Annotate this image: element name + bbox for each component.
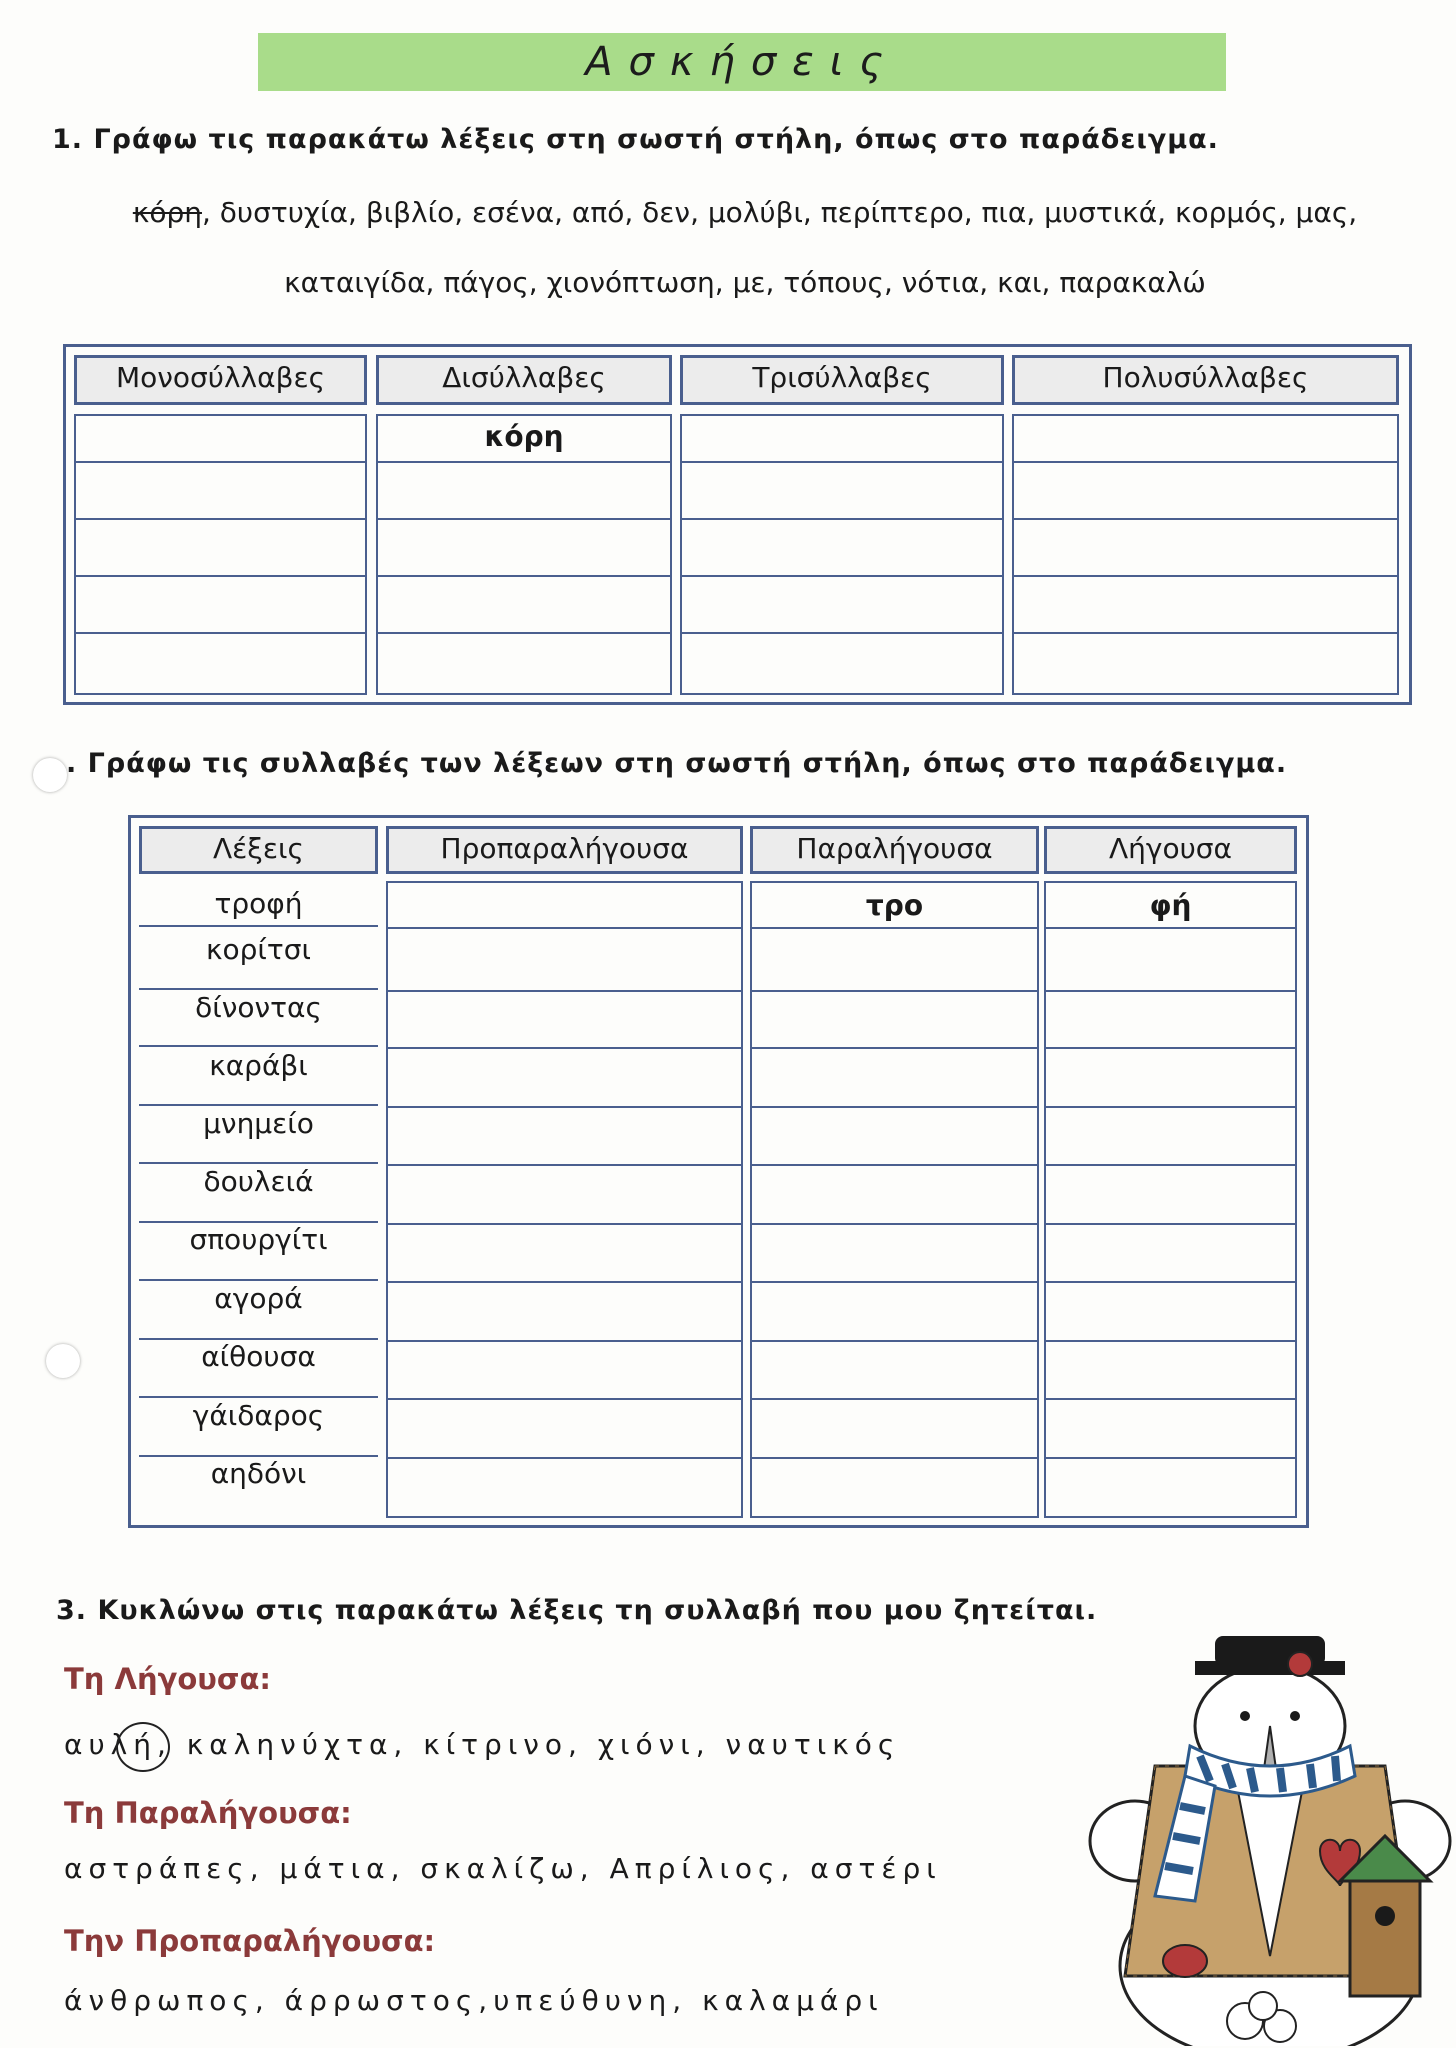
syllable-circle [116, 1722, 170, 1772]
word-cell: τροφή [214, 887, 303, 920]
exercise1-wordlist-line2: καταιγίδα, πάγος, χιονόπτωση, με, τόπους, νότια, και, παρακαλώ [284, 266, 1206, 299]
column-penult [746, 826, 1039, 1518]
word-prefix: αυ [64, 1728, 111, 1761]
column-antepenult [386, 826, 743, 1518]
label-antepenult: Την Προπαραλήγουσα: [64, 1924, 436, 1958]
example-ultima-cell: φή [1149, 889, 1192, 922]
column-words [139, 826, 378, 1518]
word-cell: σπουργίτι [189, 1223, 328, 1256]
column-body [1044, 881, 1297, 1518]
header-monosyllabic: Μονοσύλλαβες [74, 355, 367, 405]
header-polysyllabic: Πολυσύλλαβες [1012, 355, 1399, 405]
column-body [1012, 414, 1399, 695]
word-cell: γάιδαρος [192, 1399, 325, 1432]
wordlist-line1-rest: , δυστυχία, βιβλίο, εσένα, από, δεν, μολύβι, περίπτερο, πια, μυστικά, κορμός, μας, [201, 196, 1358, 229]
column-body [74, 414, 367, 695]
struck-example-word: κόρη [132, 196, 202, 229]
label-ultima: Τη Λήγουσα: [64, 1662, 271, 1696]
column-ultima [1044, 826, 1297, 1518]
punch-hole-bottom [46, 1344, 80, 1378]
page-title: Ασκήσεις [258, 33, 1226, 91]
word-cell: αγορά [214, 1282, 303, 1315]
snowman-illustration [1085, 1636, 1455, 2046]
exercise1-instruction: 1. Γράφω τις παρακάτω λέξεις στη σωστή στήλη, όπως στο παράδειγμα. [52, 124, 1219, 155]
punch-hole-top [33, 758, 67, 792]
example-cell: κόρη [484, 420, 564, 453]
circled-syllable: λή [110, 1728, 157, 1761]
header-ultima: Λήγουσα [1044, 826, 1297, 874]
word-cell: δίνοντας [195, 991, 322, 1024]
word-cell: αηδόνι [210, 1457, 307, 1490]
column-trisyllabic [680, 355, 1004, 695]
word-cell: κορίτσι [206, 933, 311, 966]
word-cell: μνημείο [203, 1107, 314, 1140]
label-penult: Τη Παραλήγουσα: [64, 1796, 352, 1830]
column-body [750, 881, 1039, 1518]
column-polysyllabic [1012, 355, 1399, 695]
header-trisyllabic: Τρισύλλαβες [680, 355, 1004, 405]
word-cell: δουλειά [203, 1165, 314, 1198]
column-disyllabic [376, 355, 672, 695]
column-body [139, 881, 378, 1518]
column-body [386, 881, 743, 1518]
words-ultima [64, 1728, 900, 1761]
header-antepenult: Προπαραλήγουσα [386, 826, 743, 874]
exercise2-instruction: . Γράφω τις συλλαβές των λέξεων στη σωστή στήλη, όπως στο παράδειγμα. [66, 748, 1288, 779]
exercise3-instruction: 3. Κυκλώνω στις παρακάτω λέξεις τη συλλαβή που μου ζητείται. [56, 1595, 1098, 1626]
word-cell: αίθουσα [201, 1340, 316, 1373]
column-monosyllabic [74, 355, 367, 695]
header-penult: Παραλήγουσα [750, 826, 1039, 874]
syllable-count-table [63, 344, 1412, 705]
word-cell: καράβι [209, 1049, 308, 1082]
words-antepenult: άνθρωπος, άρρωστος,υπεύθυνη, καλαμάρι [64, 1984, 884, 2017]
header-words: Λέξεις [139, 826, 378, 874]
syllable-position-table [128, 815, 1309, 1528]
exercise1-wordlist-line1 [100, 196, 1390, 229]
column-body [680, 414, 1004, 695]
example-penult-cell: τρο [865, 889, 924, 922]
words-penult: αστράπες, μάτια, σκαλίζω, Απρίλιος, αστέρι [64, 1852, 942, 1885]
column-body [376, 414, 672, 695]
header-disyllabic: Δισύλλαβες [376, 355, 672, 405]
words-rest: , καληνύχτα, κίτρινο, χιόνι, ναυτικός [157, 1728, 901, 1761]
